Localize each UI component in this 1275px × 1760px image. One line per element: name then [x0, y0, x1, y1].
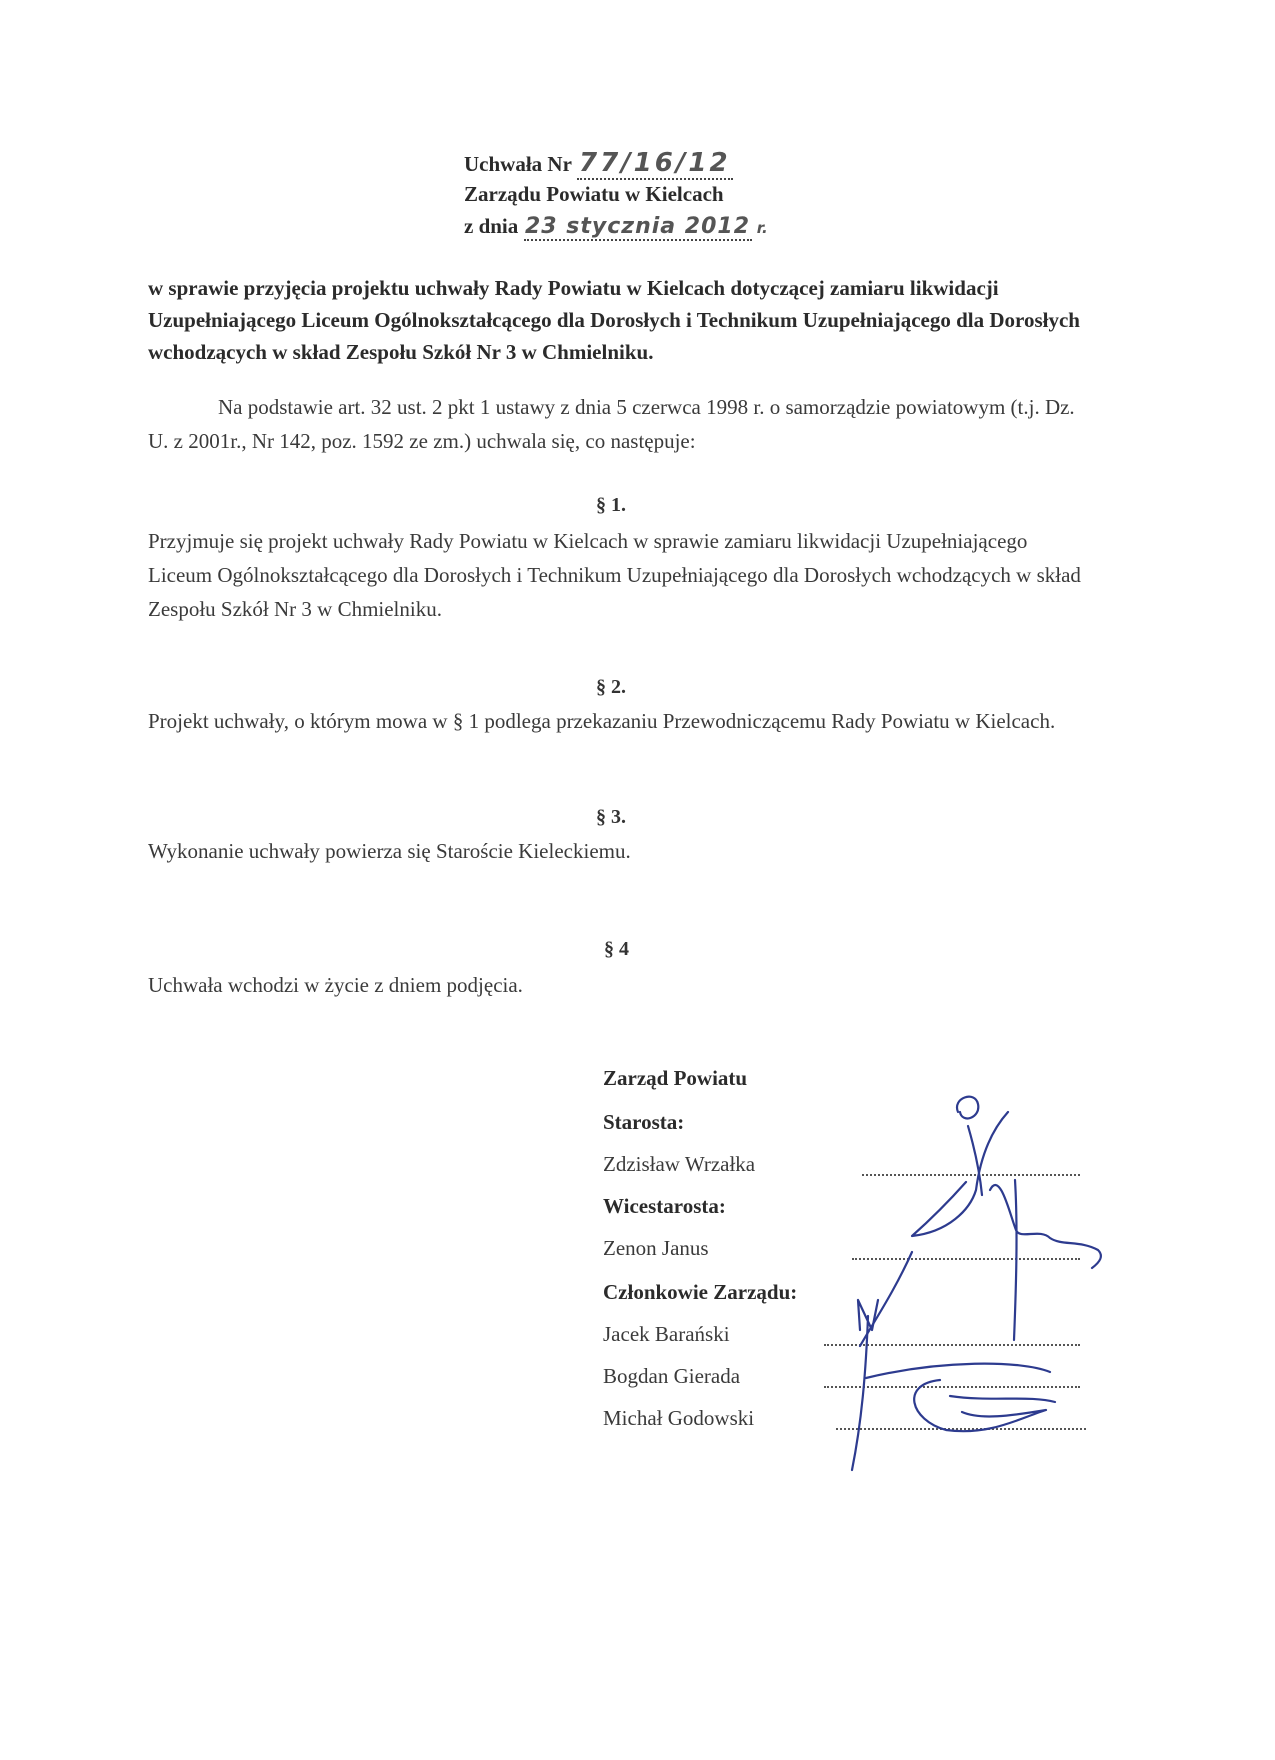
wicestarosta-label: Wicestarosta:: [603, 1194, 726, 1218]
legal-basis: Na podstawie art. 32 ust. 2 pkt 1 ustawy z dnia 5 czerwca 1998 r. o samorządzie powiatowym (t.j. Dz. U. z 2001r., Nr 142, poz. 1592 ze zm.) uchwala się, co następuje:: [148, 395, 1075, 453]
section-1-mark: § 1.: [596, 494, 626, 516]
wicestarosta-signature-line: [852, 1258, 1080, 1260]
board-heading: Zarząd Powiatu: [603, 1066, 748, 1090]
member-name-3: Michał Godowski: [603, 1406, 755, 1430]
starosta-signature-line: [862, 1174, 1080, 1176]
starosta-label: Starosta:: [603, 1110, 685, 1134]
wicestarosta-name: Zenon Janus: [603, 1236, 709, 1260]
resolution-date-field: [524, 214, 752, 241]
member-3-signature: [950, 1396, 1055, 1402]
resolution-date-handwritten: 23 stycznia 2012: [525, 214, 751, 239]
member-2-signature: [866, 1364, 1050, 1432]
members-label: Członkowie Zarządu:: [603, 1280, 798, 1304]
resolution-number-field: [577, 148, 733, 180]
member-2-signature-line: [824, 1386, 1080, 1388]
section-4-text: Uchwała wchodzi w życie z dniem podjęcia.: [148, 973, 523, 997]
member-name-1: Jacek Barański: [603, 1322, 730, 1346]
section-2-mark: § 2.: [596, 676, 626, 698]
section-1-text: Przyjmuje się projekt uchwały Rady Powiatu w Kielcach w sprawie zamiaru likwidacji Uzupełniającego Liceum Ogólnokształcącego dla Dorosłych i Technikum Uzupełniającego dla Dorosłych wchodzących w skład Zespołu Szkół Nr 3 w Chmielniku.: [148, 529, 1081, 621]
starosta-name: Zdzisław Wrzałka: [603, 1152, 756, 1176]
resolution-number-label: Uchwała Nr: [464, 152, 572, 176]
section-3-mark: § 3.: [596, 806, 626, 828]
starosta-signature: [912, 1097, 1101, 1268]
member-1-signature-line: [824, 1344, 1080, 1346]
resolution-subject: w sprawie przyjęcia projektu uchwały Rady Powiatu w Kielcach dotyczącej zamiaru likwidacji Uzupełniającego Liceum Ogólnokształcącego dla Dorosłych i Technikum Uzupełniającego dla Dorosłych wchodzących w skład Zespołu Szkół Nr 3 w Chmielniku.: [148, 276, 1080, 364]
resolution-date-line: [464, 214, 768, 241]
resolution-number-line: [464, 148, 733, 180]
issuing-body: Zarządu Powiatu w Kielcach: [464, 182, 724, 206]
member-name-2: Bogdan Gierada: [603, 1364, 741, 1388]
resolution-date-suffix: r.: [756, 219, 768, 237]
wicestarosta-signature: [860, 1180, 1017, 1346]
section-3-text: Wykonanie uchwały powierza się Staroście Kieleckiemu.: [148, 839, 631, 863]
section-2-text: Projekt uchwały, o którym mowa w § 1 podlega przekazaniu Przewodniczącemu Rady Powiatu w Kielcach.: [148, 709, 1056, 733]
resolution-number-handwritten: 77/16/12: [579, 148, 731, 178]
section-4-mark: § 4: [604, 938, 629, 960]
resolution-date-label: z dnia: [464, 214, 519, 238]
member-3-signature-line: [836, 1428, 1086, 1430]
member-1-signature: [852, 1300, 878, 1470]
